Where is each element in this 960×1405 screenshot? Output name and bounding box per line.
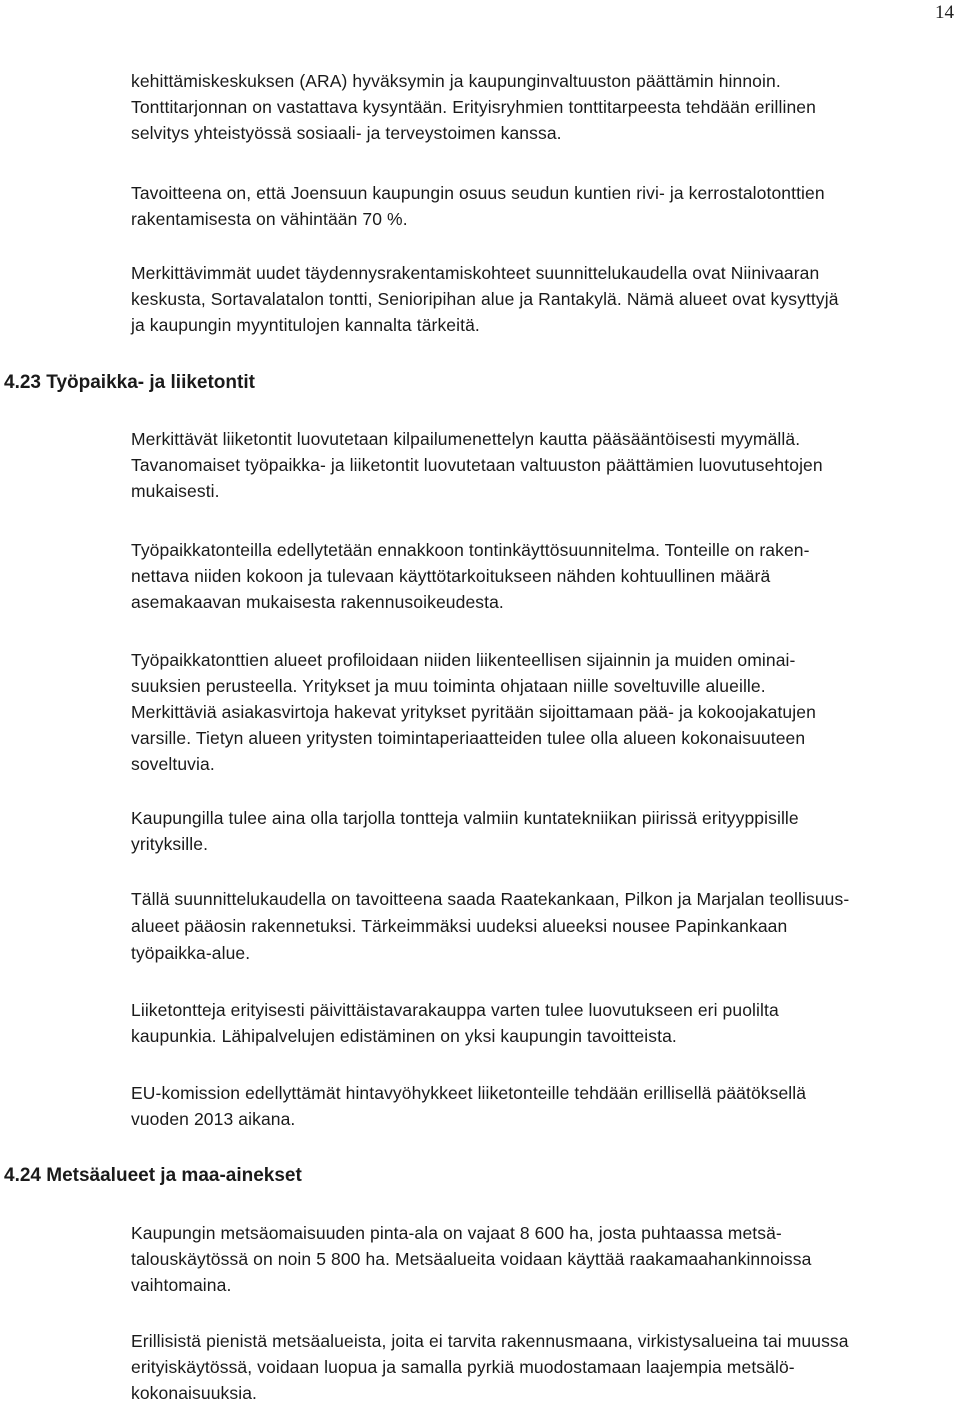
- text-line: vuoden 2013 aikana.: [131, 1109, 296, 1129]
- text-line: Tavanomaiset työpaikka- ja liiketontit luovutetaan valtuuston päättämien luovutusehtojen: [131, 455, 823, 475]
- text-line: Työpaikkatonteilla edellytetään ennakkoon tontinkäyttösuunnitelma. Tonteille on raken-: [131, 540, 810, 560]
- text-line: rakentamisesta on vähintään 70 %.: [131, 209, 408, 229]
- text-line: kehittämiskeskuksen (ARA) hyväksymin ja kaupunginvaltuuston päättämin hinnoin.: [131, 71, 781, 91]
- page-number: 14: [935, 2, 954, 23]
- text-line: EU-komission edellyttämät hintavyöhykkeet liiketonteille tehdään erillisellä päätöksellä: [131, 1083, 807, 1103]
- text-line: Merkittävimmät uudet täydennysrakentamiskohteet suunnittelukaudella ovat Niinivaaran: [131, 263, 820, 283]
- text-line: vaihtomaina.: [131, 1275, 232, 1295]
- text-line: Erillisistä pienistä metsäalueista, joita ei tarvita rakennusmaana, virkistysalueina tai muussa: [131, 1331, 849, 1351]
- text-line: yrityksille.: [131, 834, 209, 854]
- text-line: työpaikka-alue.: [131, 943, 251, 963]
- text-line: alueet pääosin rakennetuksi. Tärkeimmäksi uudeksi alueeksi nousee Papinkankaan: [131, 916, 788, 936]
- text-line: selvitys yhteistyössä sosiaali- ja terveystoimen kanssa.: [131, 123, 562, 143]
- text-line: soveltuvia.: [131, 754, 215, 774]
- text-line: ja kaupungin myyntitulojen kannalta tärkeitä.: [131, 315, 480, 335]
- text-line: Kaupungilla tulee aina olla tarjolla tontteja valmiin kuntatekniikan piirissä erityyppisille: [131, 808, 799, 828]
- text-line: Tavoitteena on, että Joensuun kaupungin osuus seudun kuntien rivi- ja kerrostalotonttien: [131, 183, 825, 203]
- text-line: Kaupungin metsäomaisuuden pinta-ala on vajaat 8 600 ha, josta puhtaassa metsä-: [131, 1223, 782, 1243]
- text-line: Tällä suunnittelukaudella on tavoitteena saada Raatekankaan, Pilkon ja Marjalan teollisuus-: [131, 889, 850, 909]
- text-line: varsille. Tietyn alueen yritysten toimintaperiaatteiden tulee olla alueen kokonaisuuteen: [131, 728, 806, 748]
- text-line: Liiketontteja erityisesti päivittäistavarakauppa varten tulee luovutukseen eri puolilta: [131, 1000, 779, 1020]
- text-line: Työpaikkatonttien alueet profiloidaan niiden liikenteellisen sijainnin ja muiden ominai-: [131, 650, 796, 670]
- text-line: nettava niiden kokoon ja tulevaan käyttötarkoitukseen nähden kohtuullinen määrä: [131, 566, 771, 586]
- text-line: kaupunkia. Lähipalvelujen edistäminen on yksi kaupungin tavoitteista.: [131, 1026, 677, 1046]
- section-heading-4-24: 4.24 Metsäalueet ja maa-ainekset: [4, 1165, 302, 1186]
- text-line: erityiskäytössä, voidaan luopua ja samalla pyrkiä muodostamaan laajempia metsälö-: [131, 1357, 795, 1377]
- text-line: keskusta, Sortavalatalon tontti, Senioripihan alue ja Rantakylä. Nämä alueet ovat kysyttyjä: [131, 289, 839, 309]
- section-heading-4-23: 4.23 Työpaikka- ja liiketontit: [4, 372, 255, 393]
- text-line: Merkittäviä asiakasvirtoja hakevat yritykset pyritään sijoittamaan pää- ja kokoojakatujen: [131, 702, 816, 722]
- text-line: asemakaavan mukaisesta rakennusoikeudesta.: [131, 592, 504, 612]
- text-line: talouskäytössä on noin 5 800 ha. Metsäalueita voidaan käyttää raakamaahankinnoissa: [131, 1249, 812, 1269]
- text-line: mukaisesti.: [131, 481, 220, 501]
- text-line: kokonaisuuksia.: [131, 1383, 258, 1403]
- text-line: Tonttitarjonnan on vastattava kysyntään. Erityisryhmien tonttitarpeesta tehdään erillinen: [131, 97, 816, 117]
- text-line: suuksien perusteella. Yritykset ja muu toiminta ohjataan niille soveltuville alueille.: [131, 676, 766, 696]
- text-line: Merkittävät liiketontit luovutetaan kilpailumenettelyn kautta pääsääntöisesti myymällä.: [131, 429, 801, 449]
